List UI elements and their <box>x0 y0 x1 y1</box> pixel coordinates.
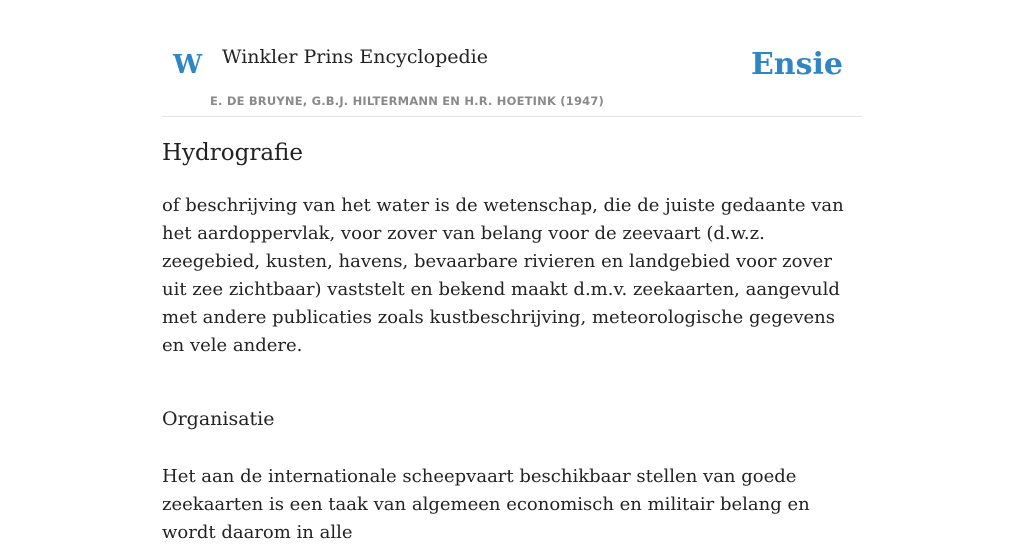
article-title: Hydrografie <box>162 140 303 166</box>
site-subtitle: E. DE BRUYNE, G.B.J. HILTERMANN EN H.R. HOETINK (1947) <box>210 94 605 108</box>
winkler-prins-logo[interactable]: W <box>173 50 203 80</box>
site-title[interactable]: Winkler Prins Encyclopedie <box>222 46 488 68</box>
ensie-logo[interactable]: Ensie <box>750 47 843 82</box>
header <box>162 0 862 117</box>
section-heading-organisatie: Organisatie <box>162 408 275 430</box>
article-intro-paragraph: of beschrijving van het water is de wetenschap, die de juiste gedaante van het aardoppervlak, voor zover van belang voor de zeevaart (d.w.z. zeegebied, kusten, havens, bevaarbare rivieren en landgebied voor zover uit zee zichtbaar) vaststelt en bekend maakt d.m.v. zeekaarten, aangevuld met andere publicaties zoals kustbeschrijving, meteorologische gegevens en vele andere. <box>162 195 844 356</box>
section-paragraph: Het aan de internationale scheepvaart beschikbaar stellen van goede zeekaarten is een taak van algemeen economisch en militair belang en wordt daarom in alle <box>162 466 810 543</box>
